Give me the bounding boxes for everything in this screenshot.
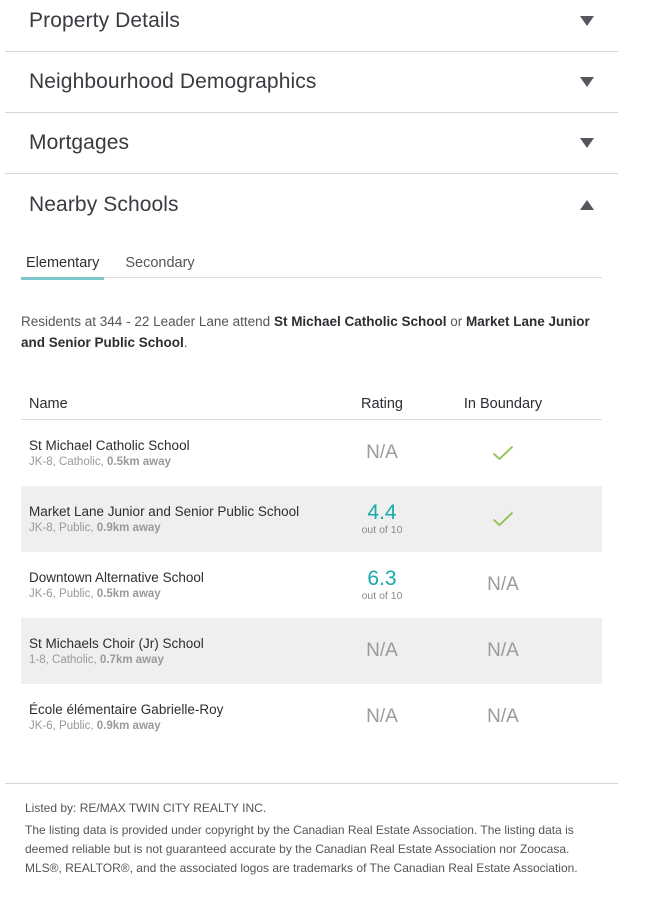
boundary-na: N/A — [487, 706, 519, 727]
school-grades: JK-6, Public, — [29, 587, 97, 600]
rating-cell — [333, 640, 431, 662]
accordion-nearby-schools[interactable] — [5, 174, 618, 235]
table-header — [21, 389, 602, 420]
school-name[interactable]: Downtown Alternative School — [29, 569, 204, 585]
accordion-title: Mortgages — [29, 131, 130, 154]
legal-disclaimer: The listing data is provided under copyright by the Canadian Real Estate Association. The listing data is deemed reliable but is not guaranteed accurate by the Canadian Real Estate Association nor Zoocasa. MLS®, REALTOR®, and the associated logos are trademarks of The Canadian Real Estate Association. — [25, 823, 578, 875]
schools-table — [21, 389, 602, 750]
column-rating: Rating — [361, 396, 403, 412]
residents-suffix: . — [183, 335, 188, 350]
table-row[interactable] — [21, 552, 602, 618]
rating-cell — [333, 442, 431, 464]
school-name[interactable]: St Michael Catholic School — [29, 437, 190, 453]
listing-footer — [25, 800, 605, 878]
school-grades: JK-8, Public, — [29, 521, 97, 534]
rating-na: N/A — [366, 640, 398, 661]
caret-down-icon — [580, 77, 594, 87]
school-meta — [29, 652, 333, 668]
rating-na: N/A — [366, 706, 398, 727]
footer-divider — [5, 783, 618, 784]
rating-cell — [333, 502, 431, 536]
accordion-property-details[interactable] — [5, 0, 618, 52]
residents-school-b: Market Lane Junior and Senior Public School — [21, 314, 590, 350]
accordion-mortgages[interactable] — [5, 113, 618, 174]
school-distance: 0.5km away — [106, 455, 171, 468]
school-cell — [21, 635, 333, 668]
accordion-title: Property Details — [29, 9, 180, 32]
caret-up-icon — [580, 200, 594, 210]
caret-down-icon — [580, 138, 594, 148]
rating-cell — [333, 568, 431, 602]
school-distance: 0.9km away — [96, 521, 161, 534]
boundary-cell — [431, 511, 575, 527]
school-cell — [21, 569, 333, 602]
table-row[interactable] — [21, 684, 602, 750]
table-row[interactable] — [21, 420, 602, 486]
residents-prefix: Residents at 344 - 22 Leader Lane attend — [21, 314, 274, 329]
school-grades: JK-8, Catholic, — [29, 455, 107, 468]
school-grades: 1-8, Catholic, — [29, 653, 100, 666]
table-row[interactable] — [21, 486, 602, 552]
tab-elementary[interactable]: Elementary — [21, 251, 104, 278]
check-icon — [492, 445, 514, 461]
rating-cell — [333, 706, 431, 728]
accordion-neighbourhood-demographics[interactable] — [5, 52, 618, 113]
residents-connector: or — [446, 314, 466, 329]
school-distance: 0.7km away — [99, 653, 164, 666]
tab-secondary[interactable]: Secondary — [125, 255, 195, 271]
accordion-title: Neighbourhood Demographics — [29, 70, 317, 93]
boundary-cell — [431, 445, 575, 461]
school-meta — [29, 718, 333, 734]
school-distance: 0.9km away — [96, 719, 161, 732]
check-icon — [492, 511, 514, 527]
boundary-cell — [431, 706, 575, 728]
boundary-cell — [431, 640, 575, 662]
rating-value: 6.3 — [367, 567, 397, 590]
column-in-boundary: In Boundary — [463, 396, 543, 412]
school-cell — [21, 437, 333, 470]
school-grades: JK-6, Public, — [29, 719, 97, 732]
boundary-na: N/A — [487, 574, 519, 595]
residents-school-a: St Michael Catholic School — [273, 314, 447, 329]
school-name[interactable]: Market Lane Junior and Senior Public School — [29, 503, 300, 519]
school-cell — [21, 503, 333, 536]
school-name[interactable]: St Michaels Choir (Jr) School — [29, 635, 204, 651]
boundary-na: N/A — [487, 640, 519, 661]
accordion — [5, 0, 618, 235]
residents-summary — [21, 311, 601, 353]
table-row[interactable] — [21, 618, 602, 684]
school-name[interactable]: École élémentaire Gabrielle-Roy — [29, 701, 224, 717]
rating-scale: out of 10 — [361, 524, 403, 536]
rating-na: N/A — [366, 442, 398, 463]
school-meta — [29, 586, 333, 602]
column-name: Name — [29, 396, 68, 412]
boundary-cell — [431, 574, 575, 596]
school-meta — [29, 520, 333, 536]
school-distance: 0.5km away — [96, 587, 161, 600]
school-meta — [29, 454, 333, 470]
rating-scale: out of 10 — [361, 590, 403, 602]
rating-value: 4.4 — [367, 501, 397, 524]
accordion-title: Nearby Schools — [29, 192, 179, 216]
table-body — [21, 420, 602, 750]
school-cell — [21, 701, 333, 734]
caret-down-icon — [580, 16, 594, 26]
school-level-tabs — [21, 251, 602, 278]
listed-by: Listed by: RE/MAX TWIN CITY REALTY INC. — [25, 801, 267, 815]
